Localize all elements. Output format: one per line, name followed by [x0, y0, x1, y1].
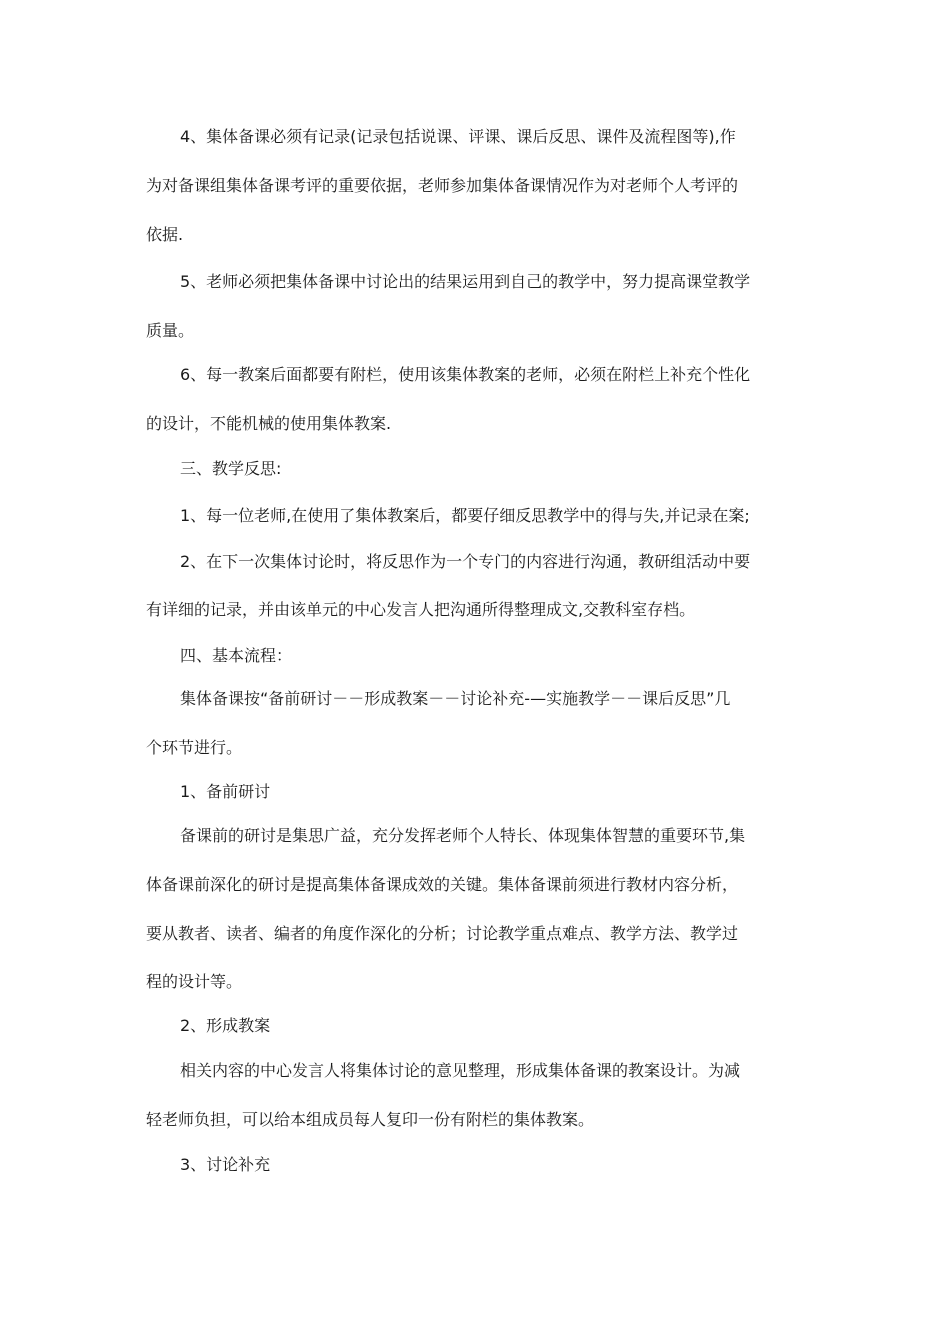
subsection-heading: 1、备前研讨 — [180, 782, 271, 801]
paragraph-line: 5、老师必须把集体备课中讨论出的结果运用到自己的教学中，努力提高课堂教学 — [180, 272, 751, 291]
section-heading: 三、教学反思: — [180, 459, 282, 478]
paragraph-line: 个环节进行。 — [146, 738, 243, 757]
paragraph-line: 4、集体备课必须有记录(记录包括说课、评课、课后反思、课件及流程图等),作 — [180, 127, 736, 146]
paragraph-line: 相关内容的中心发言人将集体讨论的意见整理，形成集体备课的教案设计。为减 — [180, 1061, 741, 1080]
paragraph-line: 6、每一教案后面都要有附栏，使用该集体教案的老师，必须在附栏上补充个性化 — [180, 365, 751, 384]
paragraph-line: 备课前的研讨是集思广益，充分发挥老师个人特长、体现集体智慧的重要环节,集 — [180, 826, 746, 845]
paragraph-line: 集体备课按“备前研讨－－形成教案－－讨论补充-—实施教学－－课后反思”几 — [180, 689, 731, 708]
paragraph-line: 的设计，不能机械的使用集体教案. — [146, 414, 392, 433]
paragraph-line: 2、在下一次集体讨论时，将反思作为一个专门的内容进行沟通，教研组活动中要 — [180, 552, 751, 571]
paragraph-line: 1、每一位老师,在使用了集体教案后，都要仔细反思教学中的得与失,并记录在案; — [180, 506, 750, 525]
paragraph-line: 体备课前深化的研讨是提高集体备课成效的关键。集体备课前须进行教材内容分析， — [146, 875, 739, 894]
paragraph-line: 有详细的记录，并由该单元的中心发言人把沟通所得整理成文,交教科室存档。 — [146, 600, 696, 619]
paragraph-line: 要从教者、读者、编者的角度作深化的分析；讨论教学重点难点、教学方法、教学过 — [146, 924, 739, 943]
section-heading: 四、基本流程： — [180, 646, 293, 665]
subsection-heading: 2、形成教案 — [180, 1016, 271, 1035]
paragraph-line: 质量。 — [146, 321, 195, 340]
paragraph-line: 为对备课组集体备课考评的重要依据，老师参加集体备课情况作为对老师个人考评的 — [146, 176, 739, 195]
subsection-heading: 3、讨论补充 — [180, 1155, 271, 1174]
paragraph-line: 依据. — [146, 225, 184, 244]
paragraph-line: 程的设计等。 — [146, 972, 243, 991]
paragraph-line: 轻老师负担，可以给本组成员每人复印一份有附栏的集体教案。 — [146, 1110, 595, 1129]
